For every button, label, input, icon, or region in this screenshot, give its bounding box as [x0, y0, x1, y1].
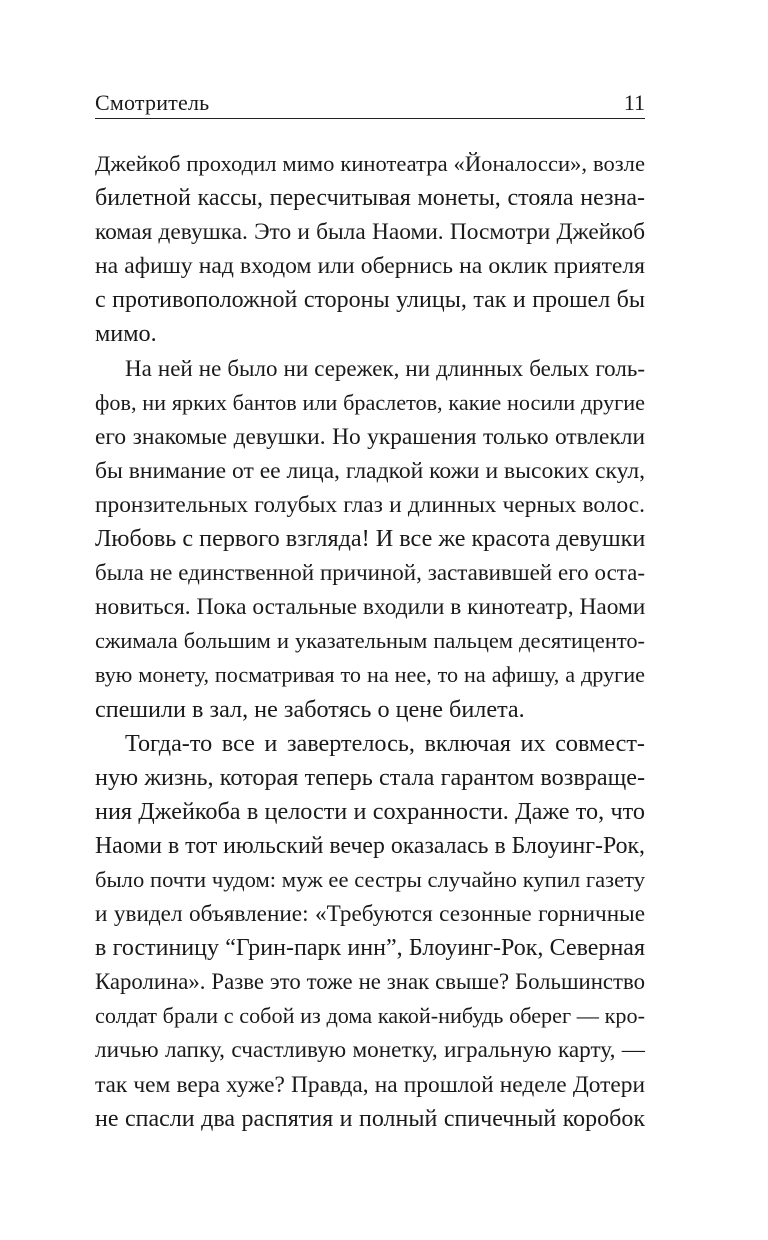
text-line: в гостиницу “Грин-парк инн”, Блоуинг-Рок, Северная — [95, 935, 645, 962]
text-line: фов, ни ярких бантов или браслетов, какие носили другие — [95, 389, 645, 415]
text-line: На ней не было ни сережек, ни длинных белых голь- — [125, 355, 645, 381]
text-line: солдат брали с собой из дома какой-нибудь оберег — кро- — [95, 1003, 645, 1029]
text-line: так чем вера хуже? Правда, на прошлой неделе Дотери — [95, 1071, 645, 1098]
text-line: Джейкоб проходил мимо кинотеатра «Йоналосси», возле — [95, 151, 645, 176]
text-line: комая девушка. Это и была Наоми. Посмотри Джейкоб — [95, 219, 645, 246]
text-line: билетной кассы, пересчитывая монеты, стояла незна- — [95, 185, 645, 212]
text-line: Каролина». Разве это тоже не знак свыше? Большинство — [95, 969, 645, 995]
running-header — [95, 88, 645, 119]
text-line: ную жизнь, которая теперь стала гарантом возвраще- — [95, 763, 645, 791]
text-line: вую монету, посматривая то на нее, то на афишу, а другие — [95, 662, 645, 688]
text-line: Любовь с первого взгляда! И все же красота девушки — [95, 525, 646, 553]
body-text — [95, 147, 645, 1136]
page-number: 11 — [623, 90, 645, 115]
text-line: пронзительных голубых глаз и длинных черных волос. — [95, 491, 645, 518]
text-line: мимо. — [95, 320, 157, 348]
text-line: и увидел объявление: «Требуются сезонные горничные — [95, 901, 645, 928]
text-line: ния Джейкоба в целости и сохранности. Даже то, что — [95, 797, 645, 825]
text-line: спешили в зал, не заботясь о цене билета. — [95, 695, 525, 723]
text-line: с противоположной стороны улицы, так и прошел бы — [95, 287, 645, 314]
text-line: было почти чудом: муж ее сестры случайно купил газету — [95, 866, 645, 892]
text-line: на афишу над входом или обернись на оклик приятеля — [95, 253, 645, 280]
text-line: новиться. Пока остальные входили в кинотеатр, Наоми — [95, 594, 646, 621]
text-line: бы внимание от ее лица, гладкой кожи и высоких скул, — [95, 457, 646, 484]
running-title: Смотритель — [95, 90, 210, 115]
text-line: была не единственной причиной, заставившей его оста- — [95, 560, 645, 586]
text-line: сжимала большим и указательным пальцем десятиценто- — [95, 628, 645, 654]
text-line: личью лапку, счастливую монетку, игральную карту, — — [95, 1037, 645, 1064]
book-page — [95, 0, 645, 1240]
text-line: Тогда-то все и завертелось, включая их совмест- — [125, 729, 645, 757]
text-line: не спасли два распятия и полный спичечный коробок — [95, 1105, 645, 1132]
text-line: Наоми в тот июльский вечер оказалась в Блоуинг-Рок, — [95, 832, 645, 859]
text-line: его знакомые девушки. Но украшения только отвлекли — [95, 423, 645, 450]
